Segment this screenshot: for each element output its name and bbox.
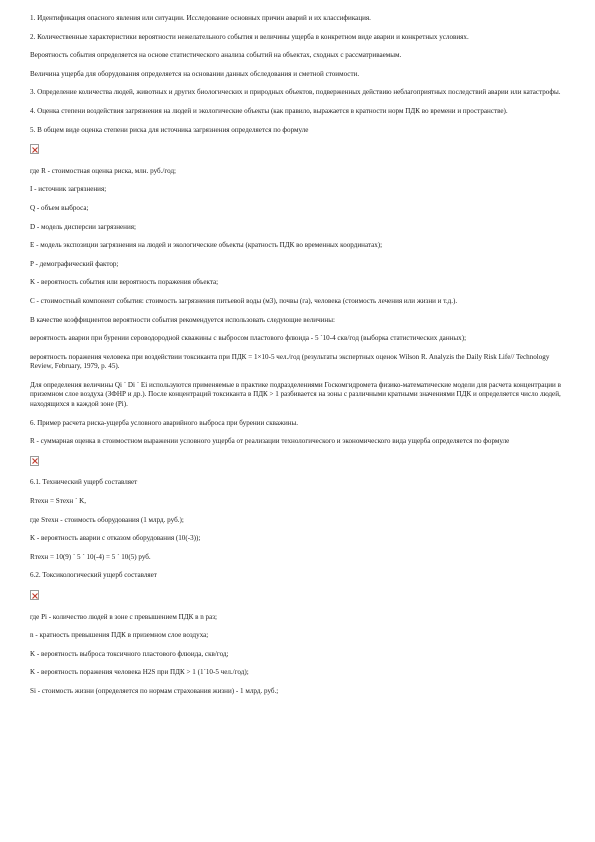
paragraph: n - кратность превышения ПДК в приземном слое воздуха; xyxy=(30,631,209,640)
paragraph: Вероятность события определяется на основе статистического анализа событий на объектах, сходных с рассматриваемым. xyxy=(30,51,402,60)
paragraph: E - модель экспозиции загрязнения на людей и экологические объекты (кратность ПДК во временных координатах); xyxy=(30,241,383,250)
paragraph: Rтехн = Sтехн ´ K, xyxy=(30,497,87,506)
broken-image-icon xyxy=(30,456,39,466)
paragraph: 3. Определение количества людей, животных и других биологических и природных объектов, подверженных действию неблагоприятных последствий аварии или катастрофы. xyxy=(30,88,561,97)
paragraph: R - суммарная оценка в стоимостном выражении условного ущерба от реализации технологического и экономического вида ущерба определяется по формуле xyxy=(30,437,510,446)
paragraph: C - стоимостный компонент события: стоимость загрязнения питьевой воды (м3), почвы (га), человека (стоимость лечения или жизни и т.д.). xyxy=(30,296,458,305)
broken-image-icon xyxy=(30,144,39,154)
broken-image-icon xyxy=(30,590,39,600)
paragraph: 1. Идентификация опасного явления или ситуации. Исследование основных причин аварий и их классификация. xyxy=(30,14,371,22)
paragraph: K - вероятность аварии с отказом оборудования (10(-3)); xyxy=(30,534,201,543)
paragraph: P - демографический фактор; xyxy=(30,259,119,268)
paragraph: вероятность аварии при бурении сероводородной скважины с выбросом пластового флюида - 5 ´10-4 скв/год (выборка статистических данных); xyxy=(30,334,467,343)
paragraph: 6.2. Токсикологический ущерб составляет xyxy=(30,571,157,580)
paragraph: В качестве коэффициентов вероятности события рекомендуется использовать следующие величины: xyxy=(30,315,335,324)
paragraph: K - вероятность события или вероятность поражения объекта; xyxy=(30,278,219,287)
paragraph: где R - стоимостная оценка риска, млн. руб./год; xyxy=(30,166,177,175)
paragraph: где Pi - количество людей в зоне с превышением ПДК в n раз; xyxy=(30,612,218,621)
paragraph: Для определения величины Qi ´ Di ´ Ei используются применяемые в практике подразделениями Госкомгидромета физико-математические модели для расчета концентрации в приземном слое воздуха (ЗФНР и др.). После концентраций токсиканта в ПДК > 1 разбивается на зоны с различными кратными значениями ПДК и определяется число людей, находящихся в каждой зоне (Pi). xyxy=(30,380,561,409)
paragraph: 2. Количественные характеристики вероятности нежелательного события и величины ущерба в конкретном виде аварии и конкретных условиях. xyxy=(30,32,469,41)
paragraph: K - вероятность поражения человека H2S при ПДК > 1 (1´10-5 чел./год); xyxy=(30,668,249,677)
paragraph: 6.1. Технический ущерб составляет xyxy=(30,478,138,487)
paragraph: 4. Оценка степени воздействия загрязнения на людей и экологические объекты (как правило, выражается в кратности норм ПДК во времени и пространстве). xyxy=(30,106,508,115)
paragraph: вероятность поражения человека при воздействии токсиканта при ПДК = 1×10-5 чел./год (результаты экспертных оценок Wilson R. Analyzis the Daily Risk Life// Technology Review, February, 1979, p. 45). xyxy=(30,352,550,371)
paragraph: где Sтехн - стоимость оборудования (1 млрд. руб.); xyxy=(30,515,184,524)
paragraph: D - модель дисперсии загрязнения; xyxy=(30,222,136,231)
paragraph: Si - стоимость жизни (определяется по нормам страхования жизни) - 1 млрд. руб.; xyxy=(30,686,279,695)
paragraph: Rтехн = 10(9) ´ 5 ´ 10(-4) = 5 ´ 10(5) руб. xyxy=(30,552,151,561)
paragraph: I - источник загрязнения; xyxy=(30,185,107,194)
paragraph: 5. В общем виде оценка степени риска для источника загрязнения определяется по формуле xyxy=(30,125,309,134)
paragraph: Величина ущерба для оборудования определяется на основании данных обследования и сметной стоимости. xyxy=(30,69,360,78)
paragraph: K - вероятность выброса токсичного пластового флюида, скв/год; xyxy=(30,649,229,658)
paragraph: 6. Пример расчета риска-ущерба условного аварийного выброса при бурении скважины. xyxy=(30,418,299,427)
paragraph: Q - объем выброса; xyxy=(30,203,89,212)
